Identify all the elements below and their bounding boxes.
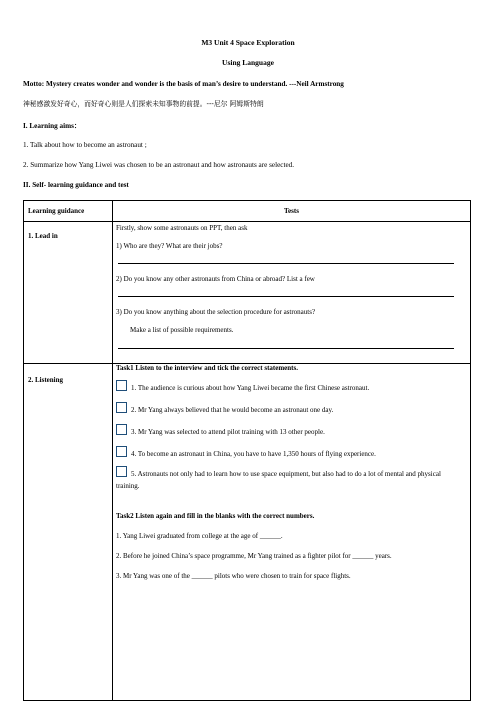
lead-in-question-3: 3) Do you know anything about the selection procedure for astronauts? [116,308,316,316]
answer-line-2[interactable] [118,296,454,297]
guidance-table [23,200,471,701]
answer-line-3[interactable] [118,348,454,349]
lead-in-label: 1. Lead in [28,232,58,240]
blank-question-2: 2. Before he joined China’s space programme, Mr Yang trained as a fighter pilot for ______ years. [116,552,392,560]
lead-in-question-2: 2) Do you know any other astronauts from China or abroad? List a few [116,275,315,283]
table-row-lead-in [24,222,471,364]
motto: Motto: Mystery creates wonder and wonder is the basis of man’s desire to understand. ---Neil Armstrong [23,80,344,88]
lead-in-question-1: 1) Who are they? What are their jobs? [116,242,223,250]
lead-in-intro: Firstly, show some astronauts on PPT, then ask [116,224,248,232]
statement-2: 2. Mr Yang always believed that he would become an astronaut one day. [116,402,470,414]
statement-1: 1. The audience is curious about how Yang Liwei became the first Chinese astronaut. [116,380,470,392]
answer-line-1[interactable] [118,263,454,264]
checkbox[interactable] [116,380,127,391]
task2-heading: Task2 Listen again and fill in the blanks with the correct numbers. [116,512,315,520]
col-header-tests: Tests [113,201,471,222]
table-row-listening [24,364,471,701]
task1-heading: Task1 Listen to the interview and tick the correct statements. [116,364,298,372]
statement-4: 4. To become an astronaut in China, you have to have 1,350 hours of flying experience. [116,446,470,458]
checkbox[interactable] [116,424,127,435]
checkbox[interactable] [116,466,127,477]
checkbox[interactable] [116,446,127,457]
statement-3: 3. Mr Yang was selected to attend pilot training with 13 other people. [116,424,470,436]
blank-question-3: 3. Mr Yang was one of the ______ pilots who were chosen to train for space flights. [116,572,351,580]
statement-5: 5. Astronauts not only had to learn how to use space equipment, but also had to do a lot of mental and physical training. [116,466,466,492]
col-header-guidance: Learning guidance [24,201,113,222]
aim-item-1: 1. Talk about how to become an astronaut ; [23,141,147,149]
lead-in-question-3-sub: Make a list of possible requirements. [130,326,234,334]
section2-heading: II. Self- learning guidance and test [23,181,129,189]
page-subtitle: Using Language [222,58,274,67]
motto-chinese: 神秘感激发好奇心，而好奇心则是人们探索未知事物的前提。---尼尔 阿姆斯特朗 [23,100,264,108]
blank-question-1: 1. Yang Liwei graduated from college at the age of ______. [116,532,283,540]
page-title: M3 Unit 4 Space Exploration [201,38,295,47]
checkbox[interactable] [116,402,127,413]
table-header-row [24,201,471,222]
aims-heading: I. Learning aims： [23,122,82,130]
aim-item-2: 2. Summarize how Yang Liwei was chosen to be an astronaut and how astronauts are selected. [23,161,295,169]
listening-label: 2. Listening [28,376,64,384]
